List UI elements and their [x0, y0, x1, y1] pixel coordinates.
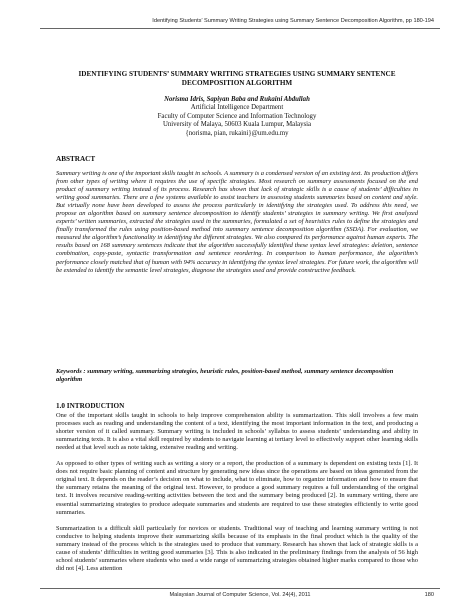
intro-heading: 1.0 INTRODUCTION: [56, 402, 125, 410]
author-faculty: Faculty of Computer Science and Information Technology: [157, 112, 317, 120]
intro-paragraph: Summarization is a difficult skill particularly for novices or students. Traditional way of teaching and learning summary writing is not conducive to helping students improve their summarizing skills because of its emphasis in the final product which is the quality of the summary instead of the process which is the strategies used to produce that summary. Research has shown that lack of strategic skills is a cause of students’ difficulties in writing good summaries [3]. This is also indicated in the preliminary findings from the analysis of 56 high school students’ summaries where students who used a wide range of summarizing strategies obtained higher marks compared to those who did not [4]. Less attention: [56, 524, 418, 572]
author-university: University of Malaya, 50603 Kuala Lumpur, Malaysia: [162, 121, 312, 129]
author-block: [60, 96, 414, 138]
abstract-heading: ABSTRACT: [56, 155, 96, 163]
intro-body: [56, 412, 418, 581]
paper-title: [60, 70, 414, 88]
author-names: Norisma Idris, Sapiyan Baba and Rukaini Abdullah: [164, 96, 310, 103]
author-email: {norisma, pian, rukaini}@um.edu.my: [185, 129, 289, 137]
title-line-1: IDENTIFYING STUDENTS’ SUMMARY WRITING STRATEGIES USING SUMMARY SENTENCE: [78, 70, 396, 78]
page-number: 180: [424, 592, 434, 598]
running-head: Identifying Students’ Summary Writing Strategies using Summary Sentence Decomposition Algorithm, pp 180-194: [152, 18, 434, 24]
author-department: Artificial Intelligence Department: [190, 104, 284, 112]
abstract-text: Summary writing is one of the important skills taught in schools. A summary is a condensed version of an existing text. Its production differs from other types of writing where it requires the use of specific strategies. Most research on summary assessments focused on the end product of summary writing instead of its process. Research has shown that lack of strategic skills is a cause of students’ difficulties in writing good summaries. There are a few systems available to assist teachers in assessing students summaries based on content and style. But virtually none have been developed to assess the process particularly in identifying the strategies used. To address this need, we propose an algorithm based on summary sentence decomposition to identify students’ strategies in summary writing. We first analyzed experts’ written summaries, extracted the strategies used in the summaries, formulated a set of heuristics rules to define the strategies and finally transformed the rules using position-based method into summary sentence decomposition algorithm (SSDA). For evaluation, we measured the algorithm’s functionality in identifying the different strategies. We also compared its performance against human experts. The results based on 168 summary sentences indicate that the algorithm successfully identified these syntax level strategies: deletion, sentence combination, copy-paste, syntactic transformation and sentence reordering. In comparison to human performance, the algorithm’s performance closely matched that of human with 94% accuracy in identifying the syntax level strategies. For future work, the algorithm will be extended to identify the semantic level strategies, diagnose the strategies used and provide constructive feedback.: [56, 170, 418, 274]
header-divider: [40, 28, 440, 29]
footer-divider: [40, 588, 440, 589]
journal-footer: Malaysian Journal of Computer Science, Vol. 24(4), 2011: [169, 592, 311, 598]
intro-paragraph: One of the important skills taught in schools to help improve comprehension ability is summarization. This skill involves a few main processes such as reading and understanding the content of a text, identifying the most important information in the text, and producing a shorter version of it called summary. Summary writing is included in schools’ syllabus to assess students’ understanding and ability in summarizing texts. It is also a vital skill required by students to navigate learning at tertiary level to effectively support other learning skills needed at that level such as note taking, extensive reading and writing.: [56, 412, 418, 452]
intro-paragraph: As opposed to other types of writing such as writing a story or a report, the production of a summary is dependent on existing texts [1]. It does not require basic planning of content and structure by generating new ideas since the operations are based on ideas generated from the original text. It depends on the reader’s decision on what to include, what to eliminate, how to organize information and how to ensure that the summary retains the meaning of the original text. However, to produce a good summary requires a full understanding of the original text. It involves recursive reading-writing activities between the text and the summary being produced [2]. In summary writing, there are essential summarizing strategies to produce adequate summaries and students are required to use these strategies efficiently to write good summaries.: [56, 460, 418, 516]
title-line-2: DECOMPOSITION ALGORITHM: [181, 79, 293, 87]
keywords: Keywords : summary writing, summarizing strategies, heuristic rules, position-based method, summary sentence decomposition algorithm: [56, 368, 394, 384]
